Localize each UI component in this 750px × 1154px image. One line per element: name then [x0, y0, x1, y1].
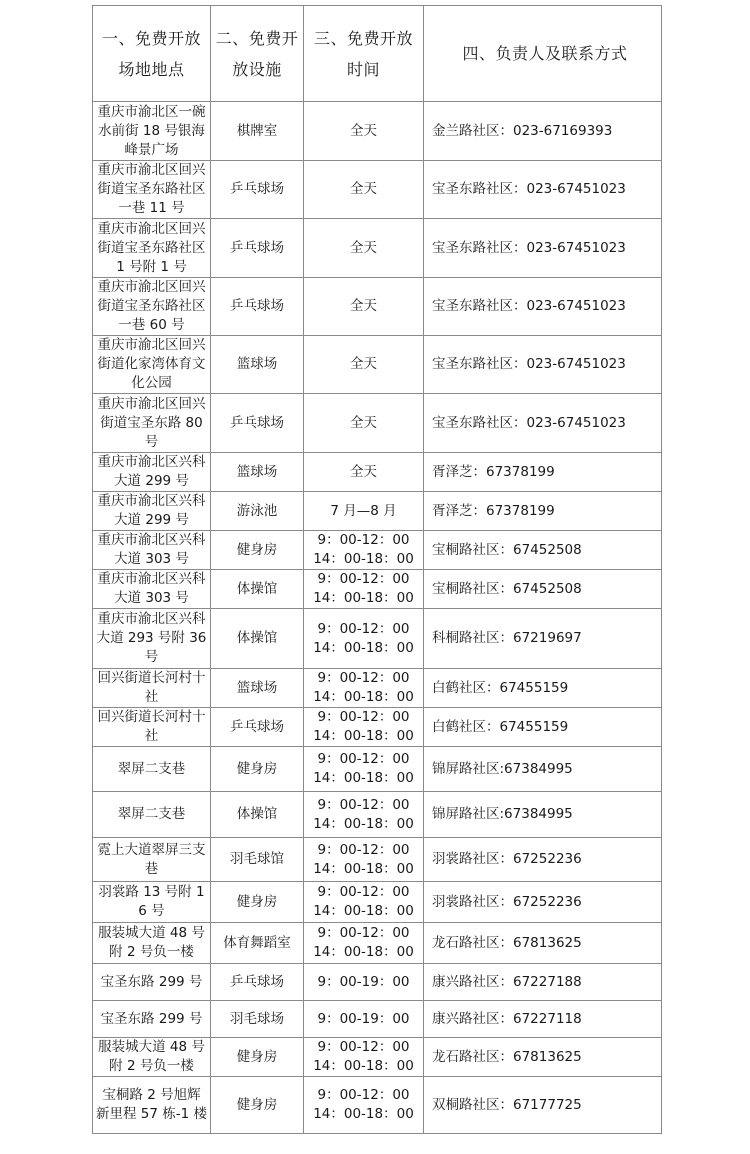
time-cell	[304, 336, 424, 394]
contact-cell: 白鹤社区：67455159	[424, 669, 662, 708]
time-cell	[304, 838, 424, 882]
contact-cell: 康兴路社区：67227118	[424, 1001, 662, 1038]
time-line-2: 14：00-18：00	[313, 944, 414, 960]
contact-cell: 胥泽芝：67378199	[424, 492, 662, 531]
time-cell	[304, 1077, 424, 1134]
location-cell: 霓上大道翠屏三支巷	[93, 838, 211, 882]
location-cell: 重庆市渝北区回兴街道宝圣东路社区一巷 11 号	[93, 161, 211, 219]
table-row	[93, 394, 662, 453]
time-cell	[304, 492, 424, 531]
contact-cell: 羽裳路社区：67252236	[424, 882, 662, 923]
time-line-1: 9：00-12：00	[317, 670, 410, 686]
facility-cell: 健身房	[211, 747, 304, 792]
facilities-table	[92, 5, 662, 1134]
time-line-2: 14：00-18：00	[313, 590, 414, 606]
time-line-1: 9：00-12：00	[317, 709, 410, 725]
table-row	[93, 747, 662, 792]
table-row	[93, 792, 662, 838]
time-line-1: 9：00-19：00	[317, 973, 410, 990]
header-contact: 四、负责人及联系方式	[424, 6, 662, 102]
facility-cell: 棋牌室	[211, 102, 304, 161]
table-row	[93, 531, 662, 570]
time-cell	[304, 708, 424, 747]
location-cell: 宝圣东路 299 号	[93, 964, 211, 1001]
time-line-2: 14：00-18：00	[313, 1058, 414, 1074]
time-line-1: 9：00-12：00	[317, 925, 410, 941]
time-line-1: 全天	[350, 122, 377, 139]
facility-cell: 体育舞蹈室	[211, 923, 304, 964]
location-cell: 重庆市渝北区兴科大道 299 号	[93, 453, 211, 492]
time-line-2: 14：00-18：00	[313, 551, 414, 567]
facility-cell: 健身房	[211, 1077, 304, 1134]
time-cell	[304, 453, 424, 492]
time-line-2: 14：00-18：00	[313, 1106, 414, 1122]
time-line-2: 14：00-18：00	[313, 770, 414, 786]
contact-cell: 科桐路社区：67219697	[424, 609, 662, 669]
table-row	[93, 882, 662, 923]
contact-cell: 羽裳路社区：67252236	[424, 838, 662, 882]
facility-cell: 健身房	[211, 1038, 304, 1077]
time-line-1: 9：00-12：00	[317, 796, 410, 813]
location-cell: 重庆市渝北区兴科大道 303 号	[93, 531, 211, 570]
location-cell: 重庆市渝北区回兴街道宝圣东路社区 1 号附 1 号	[93, 219, 211, 278]
header-facility: 二、免费开放设施	[211, 6, 304, 102]
location-cell: 重庆市渝北区兴科大道 303 号	[93, 570, 211, 609]
location-cell: 翠屏二支巷	[93, 747, 211, 792]
facility-cell: 乒乓球场	[211, 219, 304, 278]
facility-cell: 乒乓球场	[211, 161, 304, 219]
location-cell: 重庆市渝北区回兴街道宝圣东路 80 号	[93, 394, 211, 453]
location-cell: 重庆市渝北区回兴街道化家湾体育文化公园	[93, 336, 211, 394]
table-row	[93, 964, 662, 1001]
location-cell: 服装城大道 48 号附 2 号负一楼	[93, 1038, 211, 1077]
time-line-1: 9：00-12：00	[317, 841, 410, 858]
table-row	[93, 708, 662, 747]
facility-cell: 乒乓球场	[211, 278, 304, 336]
contact-cell: 龙石路社区：67813625	[424, 1038, 662, 1077]
time-cell	[304, 792, 424, 838]
table-row	[93, 1001, 662, 1038]
table-row	[93, 1038, 662, 1077]
contact-cell: 宝桐路社区：67452508	[424, 531, 662, 570]
time-cell	[304, 1038, 424, 1077]
time-line-2: 14：00-18：00	[313, 860, 414, 877]
time-cell	[304, 531, 424, 570]
time-line-1: 全天	[350, 239, 377, 256]
time-cell	[304, 102, 424, 161]
facility-cell: 体操馆	[211, 570, 304, 609]
table-row	[93, 102, 662, 161]
contact-cell: 金兰路社区：023-67169393	[424, 102, 662, 161]
facility-cell: 篮球场	[211, 669, 304, 708]
time-line-2: 14：00-18：00	[313, 689, 414, 705]
time-cell	[304, 747, 424, 792]
location-cell: 重庆市渝北区一碗水前街 18 号银海峰景广场	[93, 102, 211, 161]
contact-cell: 宝圣东路社区：023-67451023	[424, 394, 662, 453]
time-line-1: 9：00-19：00	[317, 1010, 410, 1027]
contact-cell: 宝圣东路社区：023-67451023	[424, 278, 662, 336]
time-line-1: 全天	[350, 356, 377, 372]
time-line-2: 14：00-18：00	[313, 728, 414, 744]
location-cell: 宝桐路 2 号旭辉新里程 57 栋-1 楼	[93, 1077, 211, 1134]
time-line-1: 9：00-12：00	[317, 884, 410, 900]
time-cell	[304, 570, 424, 609]
contact-cell: 锦屏路社区:67384995	[424, 792, 662, 838]
facility-cell: 羽毛球场	[211, 1001, 304, 1038]
time-cell	[304, 609, 424, 669]
facility-cell: 羽毛球馆	[211, 838, 304, 882]
time-line-1: 全天	[350, 181, 377, 197]
header-location: 一、免费开放场地地点	[93, 6, 211, 102]
time-line-1: 7 月—8 月	[330, 502, 397, 519]
header-row	[93, 6, 662, 102]
location-cell: 羽裳路 13 号附 16 号	[93, 882, 211, 923]
time-line-1: 9：00-12：00	[317, 571, 410, 587]
table-row	[93, 838, 662, 882]
facility-cell: 体操馆	[211, 609, 304, 669]
time-line-2: 14：00-18：00	[313, 639, 414, 656]
table-row	[93, 923, 662, 964]
contact-cell: 双桐路社区：67177725	[424, 1077, 662, 1134]
time-cell	[304, 669, 424, 708]
time-line-1: 全天	[350, 414, 377, 431]
table-row	[93, 669, 662, 708]
time-cell	[304, 882, 424, 923]
facility-cell: 乒乓球场	[211, 394, 304, 453]
time-line-1: 9：00-12：00	[317, 1039, 410, 1055]
time-cell	[304, 394, 424, 453]
location-cell: 回兴街道长河村十社	[93, 708, 211, 747]
facility-cell: 乒乓球场	[211, 708, 304, 747]
location-cell: 服装城大道 48 号附 2 号负一楼	[93, 923, 211, 964]
location-cell: 翠屏二支巷	[93, 792, 211, 838]
header-time: 三、免费开放时间	[304, 6, 424, 102]
time-cell	[304, 219, 424, 278]
table-row	[93, 1077, 662, 1134]
contact-cell: 宝圣东路社区：023-67451023	[424, 336, 662, 394]
location-cell: 重庆市渝北区兴科大道 293 号附 36 号	[93, 609, 211, 669]
time-cell	[304, 278, 424, 336]
contact-cell: 白鹤社区：67455159	[424, 708, 662, 747]
contact-cell: 胥泽芝：67378199	[424, 453, 662, 492]
time-cell	[304, 1001, 424, 1038]
time-line-1: 全天	[350, 463, 377, 480]
time-line-1: 全天	[350, 298, 377, 314]
contact-cell: 康兴路社区：67227188	[424, 964, 662, 1001]
location-cell: 回兴街道长河村十社	[93, 669, 211, 708]
time-line-1: 9：00-12：00	[317, 1087, 410, 1103]
time-line-2: 14：00-18：00	[313, 903, 414, 919]
facility-cell: 游泳池	[211, 492, 304, 531]
time-line-1: 9：00-12：00	[317, 620, 410, 637]
contact-cell: 宝圣东路社区：023-67451023	[424, 219, 662, 278]
time-cell	[304, 964, 424, 1001]
table-row	[93, 609, 662, 669]
contact-cell: 龙石路社区：67813625	[424, 923, 662, 964]
table-row	[93, 336, 662, 394]
facility-cell: 乒乓球场	[211, 964, 304, 1001]
location-cell: 重庆市渝北区兴科大道 299 号	[93, 492, 211, 531]
time-line-1: 9：00-12：00	[317, 532, 410, 548]
table-row	[93, 492, 662, 531]
facility-cell: 健身房	[211, 531, 304, 570]
table-row	[93, 219, 662, 278]
facility-cell: 篮球场	[211, 453, 304, 492]
facility-cell: 篮球场	[211, 336, 304, 394]
time-line-2: 14：00-18：00	[313, 815, 414, 832]
contact-cell: 宝桐路社区：67452508	[424, 570, 662, 609]
table-row	[93, 278, 662, 336]
facility-cell: 健身房	[211, 882, 304, 923]
table-row	[93, 453, 662, 492]
location-cell: 重庆市渝北区回兴街道宝圣东路社区一巷 60 号	[93, 278, 211, 336]
contact-cell: 锦屏路社区:67384995	[424, 747, 662, 792]
location-cell: 宝圣东路 299 号	[93, 1001, 211, 1038]
contact-cell: 宝圣东路社区：023-67451023	[424, 161, 662, 219]
time-cell	[304, 161, 424, 219]
table-row	[93, 161, 662, 219]
table-row	[93, 570, 662, 609]
facility-cell: 体操馆	[211, 792, 304, 838]
time-cell	[304, 923, 424, 964]
time-line-1: 9：00-12：00	[317, 751, 410, 767]
